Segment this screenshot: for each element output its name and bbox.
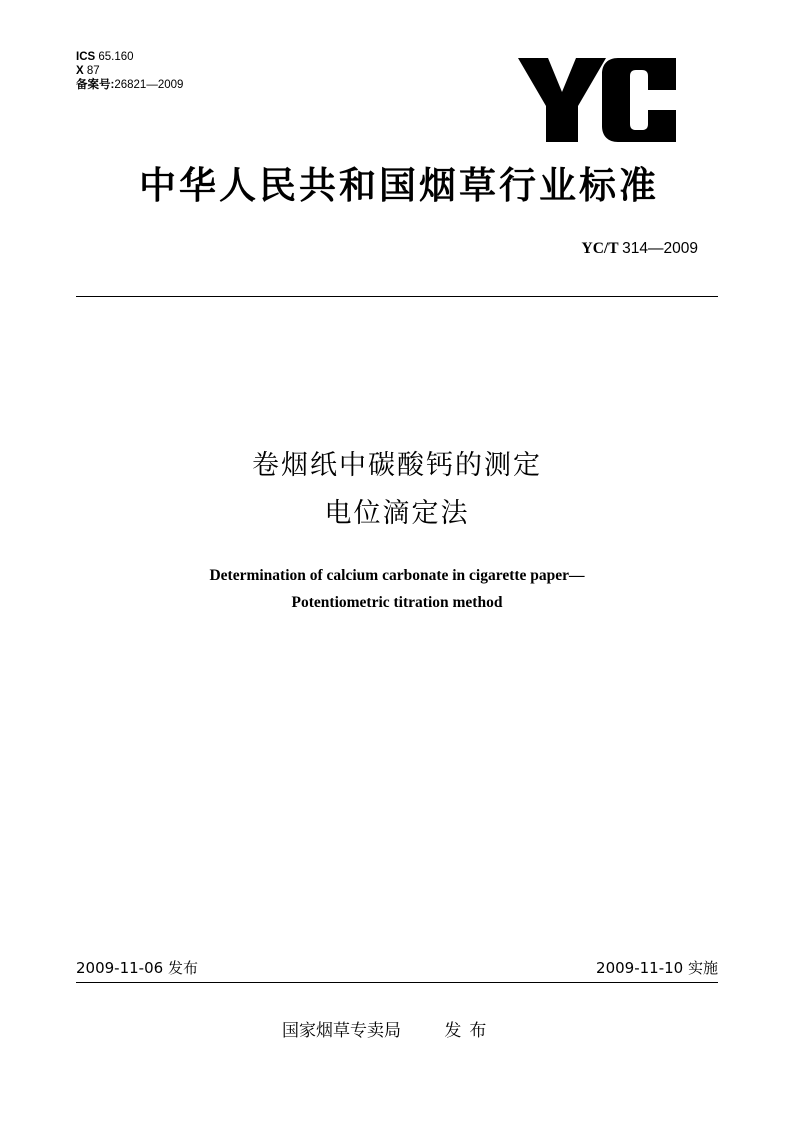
record-label: 备案号: <box>76 79 115 91</box>
ics-label: ICS <box>76 51 96 63</box>
yc-logo <box>518 58 676 142</box>
record-number <box>76 78 183 92</box>
standard-code: YC/T <box>581 240 619 257</box>
document-title-en-line2: Potentiometric titration method <box>291 594 503 611</box>
standard-title: 中华人民共和国烟草行业标准 <box>139 164 659 207</box>
document-title-en-line1: Determination of calcium carbonate in cigarette paper— <box>209 567 585 584</box>
record-value: 26821—2009 <box>114 79 184 91</box>
standard-number-value: 314—2009 <box>622 240 698 257</box>
ics-value: 65.160 <box>98 51 134 63</box>
issuer-name: 国家烟草专卖局 <box>282 1021 401 1041</box>
issuer-action: 发布 <box>444 1021 495 1041</box>
document-metadata <box>76 50 183 92</box>
issuing-authority <box>282 1019 494 1043</box>
classification-value: 87 <box>86 65 100 77</box>
ics-code <box>76 50 183 64</box>
document-title-cn-line1: 卷烟纸中碳酸钙的测定 <box>252 450 542 481</box>
classification-label: X <box>76 65 84 77</box>
footer-divider <box>76 982 718 983</box>
header-divider <box>76 296 718 297</box>
document-title-cn-line2: 电位滴定法 <box>324 498 470 529</box>
classification-code <box>76 64 183 78</box>
implementation-date: 2009-11-10 实施 <box>596 959 718 977</box>
standard-number <box>582 240 698 258</box>
issue-date: 2009-11-06 发布 <box>76 959 198 977</box>
